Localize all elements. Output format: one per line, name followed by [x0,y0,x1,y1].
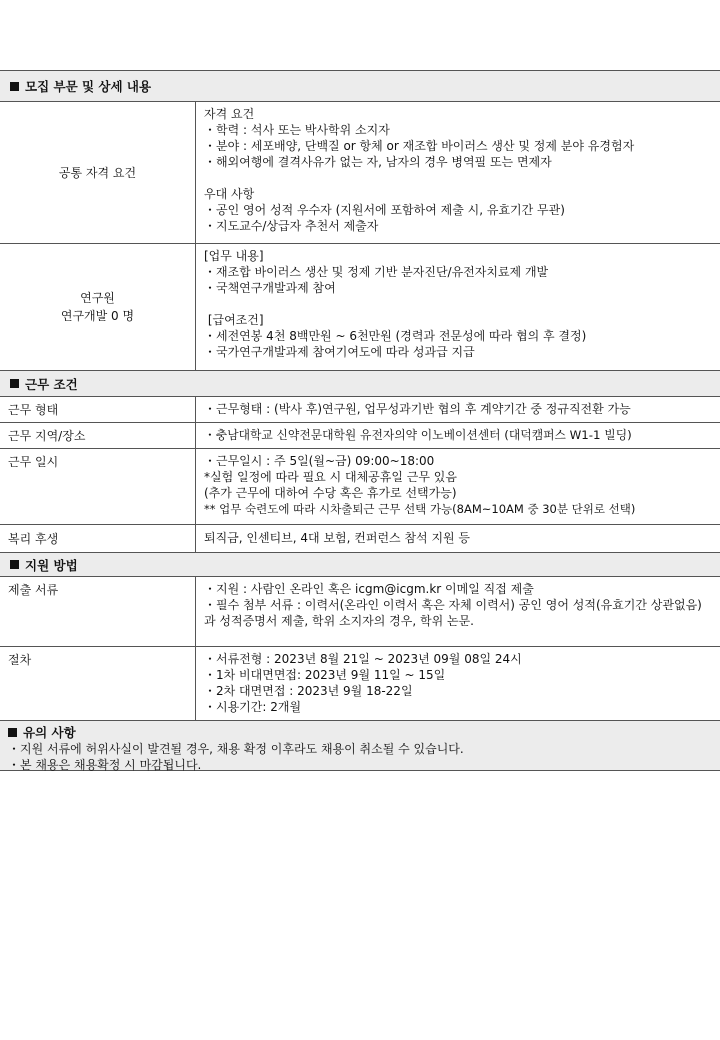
text-line: ・학력 : 석사 또는 박사학위 소지자 [204,123,390,137]
text-line: ・근무일시 : 주 5일(월~금) 09:00~18:00 [204,454,435,468]
section-header-work [0,371,720,397]
work-type-label: 근무 형태 [0,397,196,422]
researcher-headcount: 연구개발 0 명 [60,309,135,323]
documents-content [196,577,720,646]
section-title-work: 근무 조건 [25,376,78,392]
text-line: (추가 근무에 대하여 수당 혹은 휴가로 선택가능) [204,486,457,500]
row-work-type [0,397,720,423]
text-line: ・서류전형 : 2023년 8월 21일 ~ 2023년 09월 08일 24시 [204,652,522,666]
text-line: ・2차 대면면접 : 2023년 9월 18-22일 [204,684,413,698]
text-line: ・지원 : 사람인 온라인 혹은 icgm@icgm.kr 이메일 직접 제출 [204,582,534,596]
work-schedule-label: 근무 일시 [0,449,196,524]
row-procedure [0,647,720,721]
square-bullet-icon [10,560,19,569]
welfare-label: 복리 후생 [0,525,196,552]
section-title-recruit: 모집 부문 및 상세 내용 [25,79,152,94]
text-line: ** 업무 숙련도에 따라 시차출퇴근 근무 선택 가능(8AM~10AM 중 30분 단위로 선택) [204,502,636,516]
row-common-qualifications [0,102,720,244]
text-line: 자격 요건 [204,107,255,121]
section-header-recruit [0,71,720,102]
row-documents [0,577,720,647]
job-posting-table [0,70,720,771]
row-researcher [0,244,720,371]
researcher-position: 연구원 [80,291,115,305]
row-work-schedule [0,449,720,525]
researcher-content [196,244,720,370]
notes-section [0,721,720,771]
common-qualifications-content [196,102,720,243]
work-schedule-content [196,449,720,524]
text-line: ・해외여행에 결격사유가 없는 자, 남자의 경우 병역필 또는 면제자 [204,155,552,169]
text-line: ・시용기간: 2개월 [204,700,302,714]
work-location-label: 근무 지역/장소 [0,423,196,448]
text-line: ・지도교수/상급자 추천서 제출자 [204,219,379,233]
square-bullet-icon [10,379,19,388]
section-header-notes [8,725,712,741]
text-line: ・재조합 바이러스 생산 및 정제 기반 분자진단/유전자치료제 개발 [204,265,549,279]
researcher-label [0,244,196,370]
text-line: [급여조건] [204,313,264,327]
text-line: ・공인 영어 성적 우수자 (지원서에 포함하여 제출 시, 유효기간 무관) [204,203,565,217]
text-line: ・국책연구개발과제 참여 [204,281,336,295]
square-bullet-icon [8,728,17,737]
square-bullet-icon [10,82,19,91]
text-line: ・본 채용은 채용확정 시 마감됩니다. [8,758,202,772]
text-line: 우대 사항 [204,187,255,201]
work-type-value: ・근무형태 : (박사 후)연구원, 업무성과기반 협의 후 계약기간 중 정규직전환 가능 [204,402,631,416]
text-line: ・1차 비대면면접: 2023년 9월 11일 ~ 15일 [204,668,446,682]
text-line: ・국가연구개발과제 참여기여도에 따라 성과급 지급 [204,345,475,359]
section-header-apply [0,553,720,577]
procedure-label: 절차 [0,647,196,720]
work-location-value: ・충남대학교 신약전문대학원 유전자의약 이노베이션센터 (대덕캠퍼스 W1-1 빌딩) [204,428,632,442]
documents-label: 제출 서류 [0,577,196,646]
text-line: *실험 일정에 따라 필요 시 대체공휴일 근무 있음 [204,470,457,484]
text-line: ・세전연봉 4천 8백만원 ~ 6천만원 (경력과 전문성에 따라 협의 후 결정) [204,329,587,343]
row-welfare [0,525,720,553]
section-title-apply: 지원 방법 [25,557,78,573]
common-qualifications-label-text: 공통 자격 요건 [58,166,137,180]
text-line: [업무 내용] [204,249,264,263]
text-paragraph: ・필수 첨부 서류 : 이력서(온라인 이력서 혹은 자체 이력서) 공인 영어 성적(유효기간 상관없음)과 성적증명서 제출, 학위 소지자의 경우, 학위 논문. [204,598,702,628]
row-work-location [0,423,720,449]
text-line: ・지원 서류에 허위사실이 발견될 경우, 채용 확정 이후라도 채용이 취소될 수 있습니다. [8,742,464,756]
text-line: ・분야 : 세포배양, 단백질 or 항체 or 재조합 바이러스 생산 및 정제 분야 유경험자 [204,139,635,153]
welfare-value: 퇴직금, 인센티브, 4대 보험, 컨퍼런스 참석 지원 등 [204,531,471,545]
section-title-notes: 유의 사항 [23,725,76,740]
procedure-content [196,647,720,720]
common-qualifications-label [0,102,196,243]
